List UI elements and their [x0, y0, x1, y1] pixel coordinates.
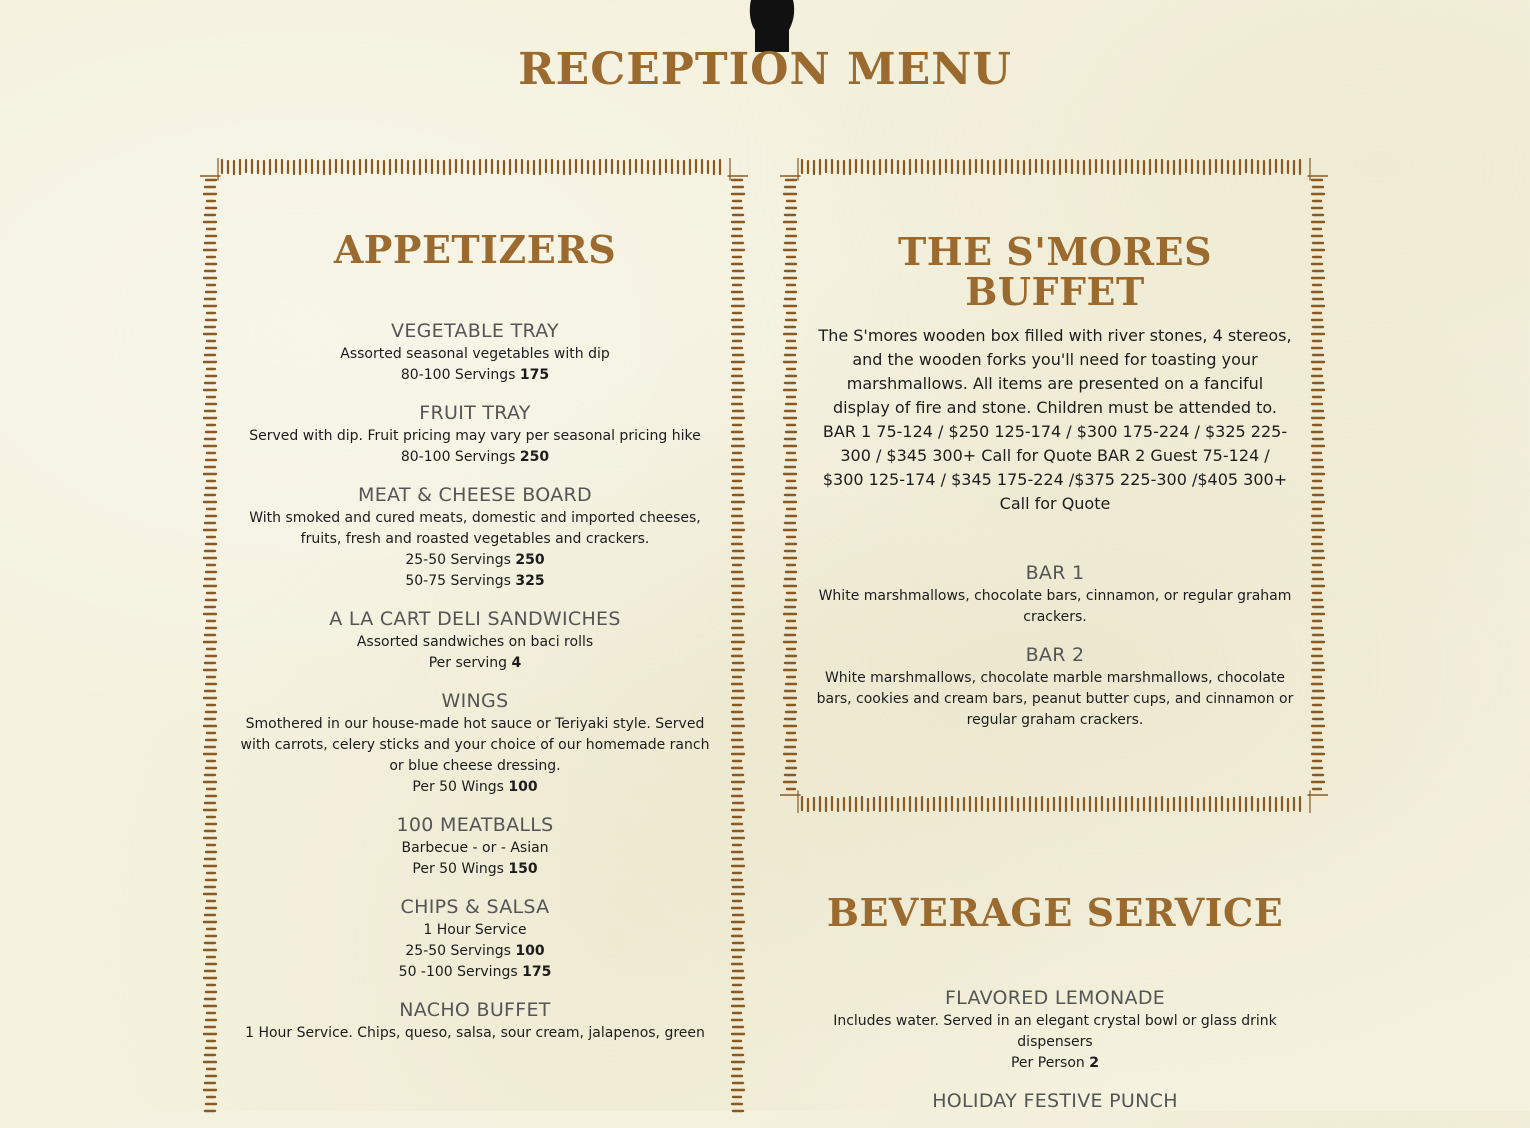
menu-item-line [235, 714, 715, 777]
menu-item-price-label: Per Person [1010, 1055, 1085, 1071]
menu-item-price: 4 [511, 655, 522, 671]
menu-item-text: 25-50 Servings [405, 943, 511, 959]
menu-item-price: 250 [515, 552, 545, 568]
menu-item [235, 688, 715, 798]
menu-item [235, 318, 715, 386]
menu-item-price: 250 [519, 449, 550, 465]
menu-item-name: HOLIDAY FESTIVE PUNCH [932, 1090, 1178, 1112]
smores-title [814, 229, 1296, 314]
menu-item-text: 50-75 Servings [405, 573, 511, 589]
menu-item-text: Per 50 Wings [412, 861, 504, 877]
smores-title-line2: BUFFET [965, 269, 1145, 314]
menu-item-price: 175 [522, 964, 552, 980]
menu-item-line [235, 777, 715, 798]
menu-item-line [235, 859, 715, 880]
menu-item [235, 606, 715, 674]
menu-item-text: 50 -100 Servings [398, 964, 518, 980]
menu-item-text: 80-100 Servings [400, 449, 516, 465]
appetizers-section [235, 227, 715, 1058]
menu-item-name: BAR 2 [1025, 644, 1085, 666]
menu-item-text: Includes water. Served in an elegant crystal bowl or glass drink dispensers [833, 1013, 1277, 1050]
menu-item-line [235, 344, 715, 365]
menu-item-line [235, 962, 715, 983]
menu-item-text: 1 Hour Service [423, 922, 527, 938]
menu-item-line [235, 508, 715, 550]
appetizer-list [235, 318, 715, 1044]
menu-item-name: BAR 1 [1025, 562, 1085, 584]
smores-description: The S'mores wooden box filled with river stones, 4 stereos, and the wooden forks you'll need for toasting your marshmallows. All items are presented on a fanciful display of fire and stone. Children must be attended to. BAR 1 75-124 / $250 125-174 / $300 175-224 / $325 225-300 / $345 300+ Call for Quote BAR 2 Guest 75-124 / $300 125-174 / $345 175-224 /$375 225-300 /$405 300+ Call for Quote [818, 326, 1292, 513]
menu-item-name: MEAT & CHEESE BOARD [358, 484, 592, 506]
menu-item-line [235, 632, 715, 653]
menu-item-text: 25-50 Servings [405, 552, 511, 568]
menu-item-price: 325 [515, 573, 545, 589]
page-title: RECEPTION MENU [518, 44, 1012, 95]
menu-item-text: Barbecue - or - Asian [401, 840, 549, 856]
appetizers-title: APPETIZERS [333, 227, 617, 272]
menu-item-line [235, 653, 715, 674]
menu-item-name: FLAVORED LEMONADE [944, 987, 1166, 1009]
beverage-title: BEVERAGE SERVICE [826, 890, 1284, 935]
beverage-section [814, 890, 1296, 1128]
menu-item [814, 985, 1296, 1074]
menu-item-text: 80-100 Servings [400, 367, 516, 383]
menu-item-text: Served with dip. Fruit pricing may vary per seasonal pricing hike [249, 428, 701, 444]
menu-item-price: 175 [519, 367, 550, 383]
menu-item [814, 642, 1296, 731]
menu-item-name: FRUIT TRAY [419, 402, 531, 424]
menu-item-price: 100 [515, 943, 545, 959]
menu-item-line [814, 1053, 1296, 1074]
menu-item-text: White marshmallows, chocolate bars, cinnamon, or regular graham crackers. [818, 588, 1292, 625]
menu-item-text: Per 50 Wings [412, 779, 504, 795]
menu-item-name: WINGS [441, 690, 509, 712]
menu-item-text: White marshmallows, chocolate marble marshmallows, chocolate bars, cookies and cream bars, peanut butter cups, and cinnamon or regular graham crackers. [816, 670, 1294, 728]
menu-item-text: Assorted sandwiches on baci rolls [356, 634, 594, 650]
menu-item-line [235, 920, 715, 941]
menu-item [235, 400, 715, 468]
menu-item-line [235, 838, 715, 859]
menu-item [235, 997, 715, 1044]
menu-item-name: NACHO BUFFET [399, 999, 551, 1021]
menu-item [235, 482, 715, 592]
menu-item-line [235, 1023, 715, 1044]
menu-item [814, 1088, 1296, 1114]
menu-item-line [235, 447, 715, 468]
menu-item-text: 1 Hour Service. Chips, queso, salsa, sour cream, jalapenos, green [245, 1025, 705, 1041]
menu-item [235, 894, 715, 983]
smores-list [814, 560, 1296, 731]
menu-item-name: 100 MEATBALLS [396, 814, 554, 836]
menu-item-text: Per serving [428, 655, 508, 671]
menu-item-line [235, 426, 715, 447]
menu-item-name: CHIPS & SALSA [400, 896, 550, 918]
menu-item-name: VEGETABLE TRAY [391, 320, 559, 342]
menu-item [814, 560, 1296, 628]
menu-item-line [235, 941, 715, 962]
smores-section [814, 229, 1296, 745]
menu-item-text: Smothered in our house-made hot sauce or Teriyaki style. Served with carrots, celery sticks and your choice of our homemade ranch or blue cheese dressing. [240, 716, 710, 774]
beverage-list [814, 985, 1296, 1114]
menu-item-text: Assorted seasonal vegetables with dip [340, 346, 610, 362]
menu-item [235, 812, 715, 880]
menu-item-price: 150 [508, 861, 538, 877]
smores-title-line1: THE S'MORES [897, 229, 1213, 274]
menu-item-line [235, 365, 715, 386]
menu-item-line [235, 571, 715, 592]
menu-item-price: 100 [508, 779, 538, 795]
menu-item-line [235, 550, 715, 571]
menu-item-price: 2 [1089, 1055, 1099, 1071]
menu-item-name: A LA CART DELI SANDWICHES [329, 608, 621, 630]
menu-item-text: With smoked and cured meats, domestic and imported cheeses, fruits, fresh and roasted vegetables and crackers. [249, 510, 701, 547]
